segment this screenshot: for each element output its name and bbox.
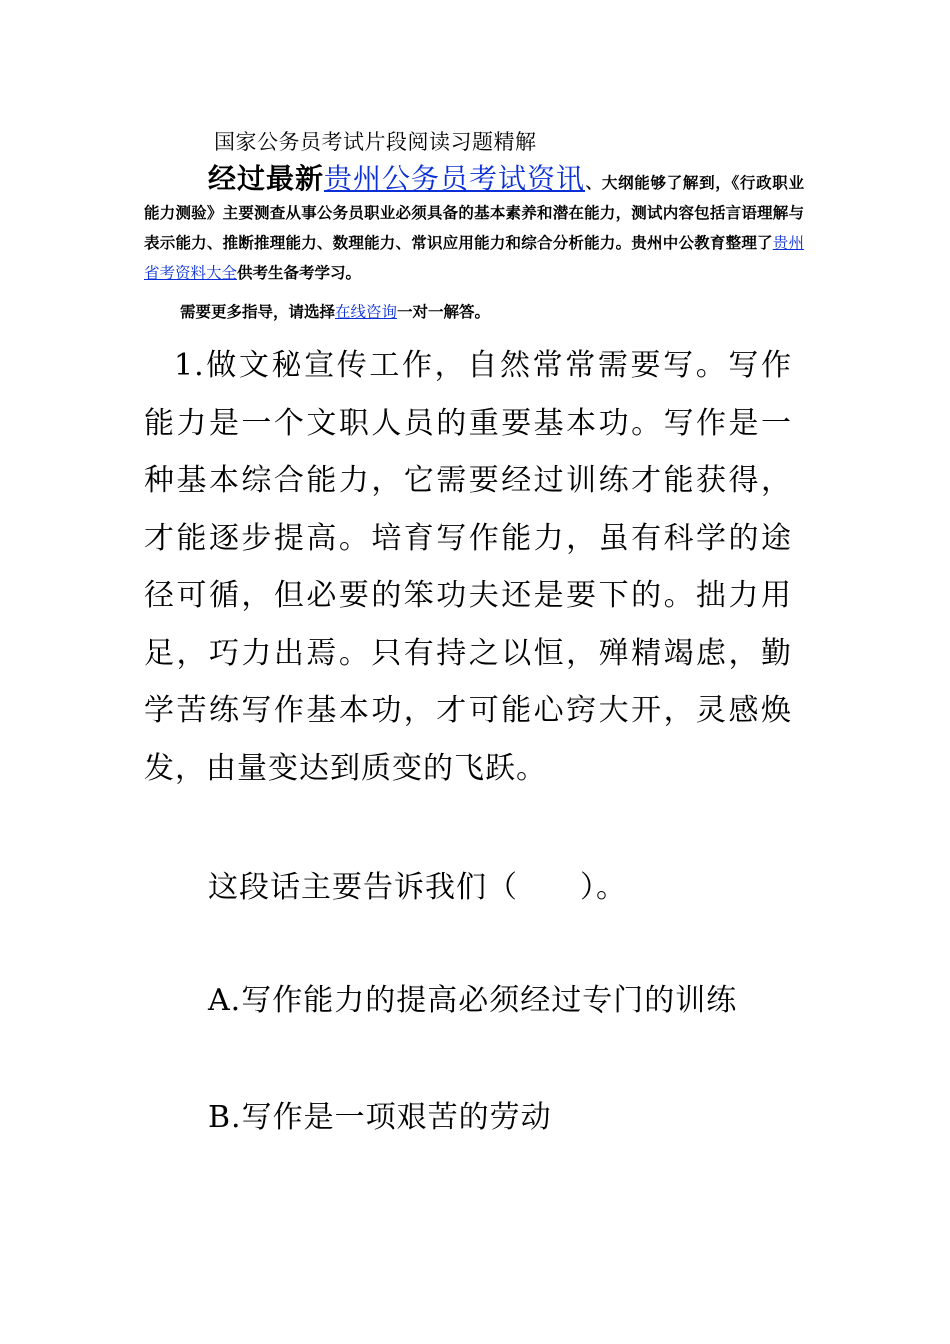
intro-lead	[208, 164, 585, 194]
intro-lead-text: 经过最新	[208, 162, 325, 195]
option-b: B.写作是一项艰苦的劳动	[208, 1100, 552, 1135]
intro-paragraph	[144, 164, 804, 288]
question-prompt: 这段话主要告诉我们（ ）。	[208, 870, 627, 905]
intro-closing-text: 供考生备考学习。	[237, 264, 362, 282]
guizhou-exam-news-link[interactable]: 贵州公务员考试资讯	[324, 162, 586, 195]
help-suffix: 一对一解答。	[397, 303, 491, 321]
document-title: 国家公务员考试片段阅读习题精解	[214, 130, 537, 154]
question-passage: 1.做文秘宣传工作，自然常常需要写。写作能力是一个文职人员的重要基本功。写作是一种基本综合能力，它需要经过训练才能获得，才能逐步提高。培育写作能力，虽有科学的途径可循，但必要的笨功夫还是要下的。拙力用足，巧力出焉。只有持之以恒，殚精竭虑，勤学苦练写作基本功，才可能心窍大开，灵感焕发，由量变达到质变的飞跃。	[144, 348, 792, 786]
help-prefix: 需要更多指导，请选择	[180, 303, 336, 321]
option-a: A.写作能力的提高必须经过专门的训练	[208, 983, 738, 1018]
help-line	[180, 300, 490, 322]
online-consult-link[interactable]: 在线咨询	[335, 303, 398, 321]
intro-body-text: 、大纲能够了解到，《行政职业能力测验》主要测查从事公务员职业必须具备的基本素养和潜在能力，测试内容包括言语理解与表示能力、推断推理能力、数理能力、常识应用能力和综合分析能力。贵州中公教育整理了	[144, 174, 804, 252]
exam-materials-link[interactable]: 贵州省考资料大全	[144, 234, 804, 282]
